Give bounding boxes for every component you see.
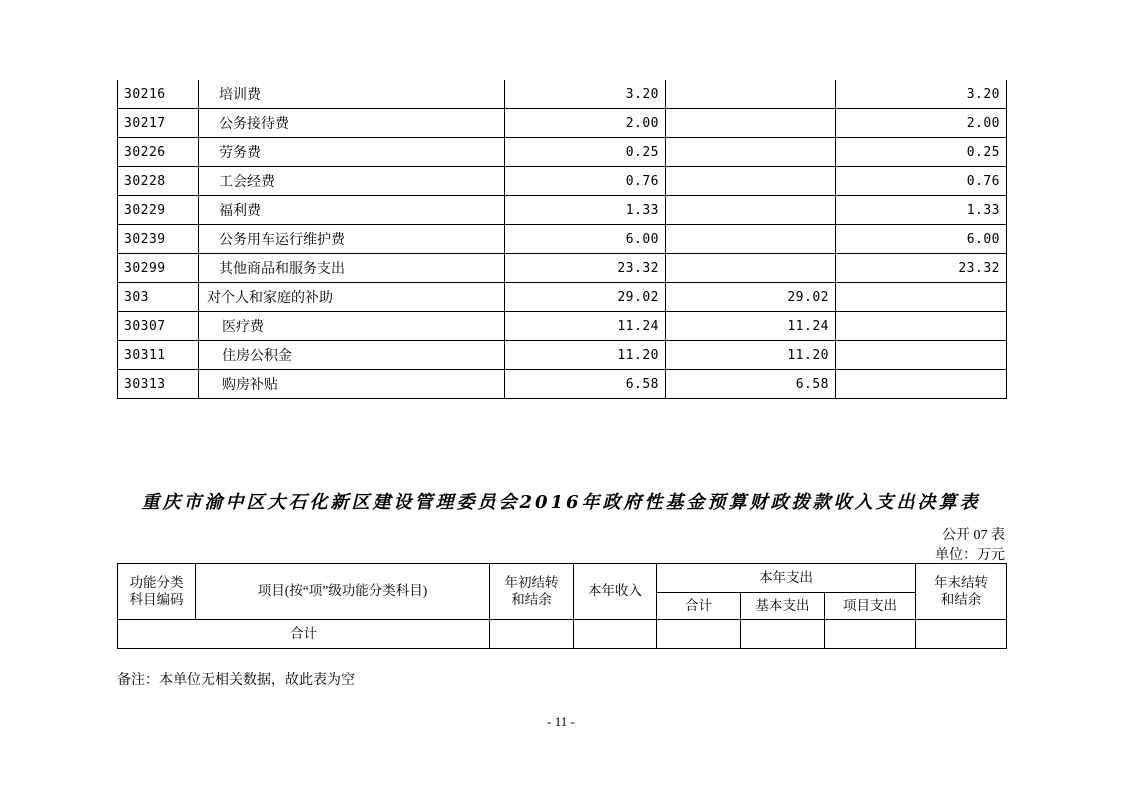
amount-personnel-cell: 11.20	[666, 341, 836, 370]
expenditure-detail-table	[117, 80, 1007, 399]
amount-personnel-cell: 29.02	[666, 283, 836, 312]
amount-public-cell: 0.76	[836, 167, 1007, 196]
header-expense-project: 项目支出	[825, 593, 916, 620]
subject-code-cell: 30313	[118, 370, 199, 399]
amount-public-cell	[836, 283, 1007, 312]
amount-total-cell: 29.02	[505, 283, 666, 312]
subject-code-cell: 30228	[118, 167, 199, 196]
amount-public-cell	[836, 341, 1007, 370]
subject-name-cell: 医疗费	[199, 312, 505, 341]
table-row	[118, 254, 1007, 283]
amount-personnel-cell	[666, 225, 836, 254]
report-title: 重庆市渝中区大石化新区建设管理委员会2016年政府性基金预算财政拨款收入支出决算表	[141, 492, 981, 513]
total-cell	[490, 620, 574, 649]
subject-code-cell: 30229	[118, 196, 199, 225]
subject-code-cell: 30307	[118, 312, 199, 341]
amount-total-cell: 11.20	[505, 341, 666, 370]
total-cell	[574, 620, 657, 649]
table-row	[118, 312, 1007, 341]
header-expense-total: 合计	[657, 593, 741, 620]
header-expense-basic: 基本支出	[741, 593, 825, 620]
amount-personnel-cell: 6.58	[666, 370, 836, 399]
header-expense-group: 本年支出	[657, 564, 916, 593]
subject-name-cell: 工会经费	[199, 167, 505, 196]
amount-public-cell: 0.25	[836, 138, 1007, 167]
table-row	[118, 109, 1007, 138]
subject-code-cell: 30299	[118, 254, 199, 283]
subject-name-cell: 公务接待费	[199, 109, 505, 138]
subject-name-cell: 劳务费	[199, 138, 505, 167]
subject-name-cell: 购房补贴	[199, 370, 505, 399]
amount-personnel-cell: 11.24	[666, 312, 836, 341]
subject-code-cell: 30226	[118, 138, 199, 167]
remark: 备注：本单位无相关数据，故此表为空	[117, 673, 355, 688]
amount-total-cell: 6.00	[505, 225, 666, 254]
table-row	[118, 196, 1007, 225]
amount-public-cell: 1.33	[836, 196, 1007, 225]
header-income: 本年收入	[574, 564, 657, 620]
table-row	[118, 80, 1007, 109]
header-end-balance: 年末结转和结余	[916, 564, 1007, 620]
amount-total-cell: 1.33	[505, 196, 666, 225]
amount-public-cell	[836, 370, 1007, 399]
amount-public-cell: 6.00	[836, 225, 1007, 254]
subject-code-cell: 303	[118, 283, 199, 312]
total-row-label: 合计	[118, 620, 490, 649]
total-cell	[916, 620, 1007, 649]
table-row	[118, 138, 1007, 167]
amount-total-cell: 11.24	[505, 312, 666, 341]
table-row	[118, 370, 1007, 399]
amount-public-cell: 23.32	[836, 254, 1007, 283]
amount-total-cell: 23.32	[505, 254, 666, 283]
table-row	[118, 225, 1007, 254]
amount-personnel-cell	[666, 196, 836, 225]
table-row	[118, 341, 1007, 370]
total-cell	[825, 620, 916, 649]
header-code: 功能分类科目编码	[118, 564, 196, 620]
subject-code-cell: 30216	[118, 80, 199, 109]
amount-personnel-cell	[666, 138, 836, 167]
unit-label: 单位：万元	[935, 548, 1005, 563]
amount-public-cell: 2.00	[836, 109, 1007, 138]
amount-personnel-cell	[666, 167, 836, 196]
form-number: 公开 07 表	[942, 528, 1005, 543]
amount-public-cell: 3.20	[836, 80, 1007, 109]
amount-total-cell: 6.58	[505, 370, 666, 399]
total-cell	[741, 620, 825, 649]
subject-code-cell: 30311	[118, 341, 199, 370]
amount-personnel-cell	[666, 254, 836, 283]
table-row	[118, 283, 1007, 312]
amount-total-cell: 0.76	[505, 167, 666, 196]
subject-name-cell: 对个人和家庭的补助	[199, 283, 505, 312]
amount-personnel-cell	[666, 109, 836, 138]
fund-budget-table	[117, 563, 1007, 649]
amount-total-cell: 2.00	[505, 109, 666, 138]
subject-name-cell: 公务用车运行维护费	[199, 225, 505, 254]
subject-name-cell: 培训费	[199, 80, 505, 109]
subject-name-cell: 福利费	[199, 196, 505, 225]
subject-code-cell: 30217	[118, 109, 199, 138]
subject-code-cell: 30239	[118, 225, 199, 254]
page-number: - 11 -	[547, 714, 575, 729]
amount-total-cell: 3.20	[505, 80, 666, 109]
total-cell	[657, 620, 741, 649]
subject-name-cell: 住房公积金	[199, 341, 505, 370]
amount-public-cell	[836, 312, 1007, 341]
table-row	[118, 167, 1007, 196]
subject-name-cell: 其他商品和服务支出	[199, 254, 505, 283]
header-begin-balance: 年初结转和结余	[490, 564, 574, 620]
header-item: 项目(按“项”级功能分类科目)	[196, 564, 490, 620]
amount-personnel-cell	[666, 80, 836, 109]
amount-total-cell: 0.25	[505, 138, 666, 167]
